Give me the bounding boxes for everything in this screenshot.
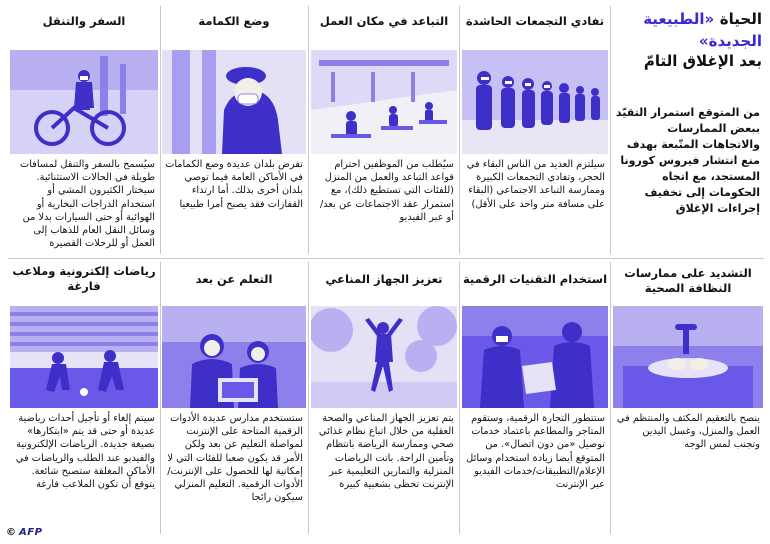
- title-line-2: «الطبيعية الجديدة»: [643, 10, 762, 50]
- card-hygiene: [613, 264, 763, 536]
- page-title: [612, 8, 762, 71]
- card-esports: [10, 264, 158, 536]
- card-digital-tech: [462, 264, 608, 536]
- card-text: سيلتزم العديد من الناس البقاء في الحجر، وتفادي التجمعات الكبيرة وممارسة التباعد الاجتماعي (البقاء على مسافة متر واحد على الأقل): [466, 159, 605, 210]
- card-text: سيتم إلغاء أو تأجيل أحداث رياضية عديدة أو حتى قد يتم «ابتكارها» بصيغة جديدة. الرياضات الإلكترونية والفيديو عند الطلب والرياضات في الأماكن المغلقة ستصبح شائعة. يتوقع أن تكون الملاعب فارغة: [15, 413, 155, 491]
- card-title: تعزيز الجهاز المناعي: [325, 272, 443, 286]
- card-title: تفادي التجمعات الحاشدة: [465, 14, 605, 28]
- card-workplace-distancing: [311, 8, 457, 256]
- afp-logo: AFP: [19, 527, 43, 538]
- copyright-symbol: ©: [6, 527, 16, 538]
- card-title: استخدام التقنيات الرقمية: [462, 272, 608, 286]
- photo-bicycle: [10, 50, 158, 154]
- card-text: ستستخدم مدارس عديدة الأدوات الرقمية المتاحة على الإنترنت لمواصلة التعليم عن بعد ولكن الأمر قد يكون صعبا للفئات التي لا إمكانية لها للحصول على الإنترنت/الأدوات الرقمية. التعليم المنزلي سيكون رائجا: [167, 413, 303, 504]
- card-title: التشديد على ممارسات النظافة الصحية: [624, 266, 752, 295]
- photo-queue: [462, 50, 608, 154]
- photo-handwashing: [613, 306, 763, 408]
- card-text: ينصح بالتعقيم المكثف والمنتظم في العمل والمنزل، وغسل اليدين وتجنب لمس الوجه: [616, 413, 760, 451]
- card-text: ستتطور التجارة الرقمية، وستقوم المتاجر والمطاعم باعتماد خدمات توصيل «من دون اتصال». من المتوقع أيضا زيادة استخدام وسائل الإعلام/التطبيقات/خدمات الفيديو عبر الإنترنت: [466, 413, 605, 491]
- photo-office: [311, 50, 457, 154]
- photo-empty-stadium: [10, 306, 158, 408]
- card-avoid-gatherings: [462, 8, 608, 256]
- card-title: السفر والتنقل: [42, 14, 126, 28]
- photo-children-laptop: [162, 306, 306, 408]
- card-title: التباعد في مكان العمل: [319, 14, 449, 28]
- intro-text: من المتوقع استمرار التقيّد ببعض الممارسات والاتجاهات المتّبعة بهدف منع انتشار فيروس كورونا المستجد، مع اتجاه الحكومات إلى تخفيف إجراءات الإغلاق: [615, 106, 760, 215]
- card-title: رياضات إلكترونية وملاعب فارغة: [12, 264, 156, 293]
- title-line-1: الحياة: [719, 10, 762, 28]
- photo-exercise: [311, 306, 457, 408]
- card-travel: [10, 8, 158, 256]
- title-line-3: بعد الإغلاق التامّ: [643, 52, 762, 71]
- card-immune-system: [311, 264, 457, 536]
- card-title: وضع الكمامة: [198, 14, 270, 28]
- card-remote-learning: [162, 264, 306, 536]
- photo-mask: [162, 50, 306, 154]
- photo-delivery: [462, 306, 608, 408]
- card-text: سيُسمح بالسفر والتنقل لمسافات طويلة في الحالات الاستثنائية. سيختار الكثيرون المشي أو استخدام الدراجات البخارية أو الهوائية أو حتى السيارات بدلا من وسائل النقل العام للذهاب إلى العمل أو للرحلات القصيرة: [19, 159, 155, 250]
- card-wearing-masks: [162, 8, 306, 256]
- footer-credit: [6, 527, 42, 538]
- card-text: سيُطلب من الموظفين احترام قواعد التباعد والعمل من المنزل (للفئات التي تستطيع ذلك)، مع استمرار عقد الاجتماعات عن بعد/أو عبر الفيديو: [319, 159, 454, 223]
- card-title: التعلم عن بعد: [195, 272, 273, 286]
- card-text: تفرض بلدان عديدة وضع الكمامات في الأماكن العامة فيما توصي بلدان أخرى بذلك. أما ارتداء القفازات فقد يصبح أمرا طبيعيا: [165, 159, 303, 210]
- card-text: يتم تعزيز الجهاز المناعي والصحة العقلية من خلال اتباع نظام غذائي صحي وممارسة الرياضة بانتظام وتأمين الراحة. باتت الرياضات المنزلية والتمارين التعليمية عبر الإنترنت تحظى بشعبية كبيرة: [318, 413, 454, 491]
